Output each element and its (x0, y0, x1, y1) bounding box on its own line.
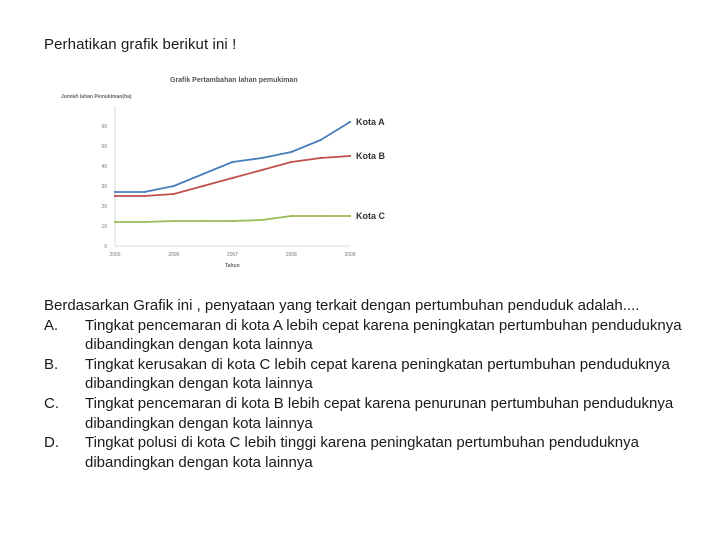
x-tick-group (109, 252, 355, 258)
data-point (349, 121, 351, 123)
y-tick-group (101, 124, 107, 250)
option-letter: A. (44, 316, 59, 334)
data-point (114, 195, 116, 197)
question-block (44, 296, 684, 472)
x-tick-label: 2009 (344, 252, 356, 258)
data-point (290, 151, 292, 153)
data-point (202, 173, 204, 175)
data-point (173, 185, 175, 187)
data-point (202, 185, 204, 187)
option-text: Tingkat pencemaran di kota B lebih cepat karena penurunan pertumbuhan penduduknya dibandingkan dengan kota lainnya (85, 394, 674, 432)
series-label: Kota A (356, 117, 385, 127)
data-point (349, 215, 351, 217)
intro-text: Perhatikan grafik berikut ini ! (44, 36, 237, 53)
option-a[interactable] (44, 316, 684, 355)
data-point (320, 139, 322, 141)
option-d[interactable] (44, 433, 684, 472)
data-point (261, 157, 263, 159)
y-tick-label: 0 (104, 243, 107, 250)
data-point (261, 219, 263, 221)
x-tick-label: 2005 (109, 252, 121, 258)
x-tick-label: 2007 (226, 252, 239, 258)
data-point (114, 221, 116, 223)
series-label: Kota C (356, 211, 385, 221)
y-tick-label: 50 (101, 143, 107, 150)
data-point (114, 191, 116, 193)
series-label-group (356, 117, 385, 221)
y-tick-label: 60 (101, 123, 107, 130)
data-point (143, 191, 145, 193)
data-point (143, 221, 145, 223)
data-point (320, 215, 322, 217)
option-letter: C. (44, 394, 59, 412)
option-text: Tingkat kerusakan di kota C lebih cepat karena peningkatan pertumbuhan penduduknya dibandingkan dengan kota lainnya (85, 355, 670, 393)
data-point (290, 215, 292, 217)
series-label: Kota B (356, 151, 385, 161)
series-line-kota-a (115, 122, 350, 192)
x-tick-label: 2006 (168, 252, 180, 258)
chart-svg (55, 68, 385, 273)
question-stem: Berdasarkan Grafik ini , penyataan yang terkait dengan pertumbuhan penduduk adalah.... (44, 297, 640, 314)
y-tick-label: 40 (101, 163, 107, 170)
y-tick-label: 20 (101, 203, 107, 210)
series-group (114, 121, 351, 223)
option-c[interactable] (44, 394, 684, 433)
option-text: Tingkat polusi di kota C lebih tinggi karena peningkatan pertumbuhan penduduknya dibandingkan dengan kota lainnya (85, 434, 639, 471)
data-point (231, 177, 233, 179)
line-chart (55, 68, 385, 273)
data-point (320, 157, 322, 159)
y-tick-label: 10 (101, 223, 107, 230)
data-point (143, 195, 145, 197)
data-point (231, 161, 233, 163)
y-axis-label: Jumlah lahan Pemukiman(ha) (61, 94, 132, 100)
data-point (202, 220, 204, 222)
x-axis-label: Tahun (225, 263, 240, 269)
y-tick-label: 30 (101, 183, 107, 190)
data-point (290, 161, 292, 163)
data-point (261, 169, 263, 171)
data-point (231, 220, 233, 222)
option-letter: B. (44, 355, 59, 373)
option-b[interactable] (44, 355, 684, 394)
data-point (173, 220, 175, 222)
chart-title: Grafik Pertambahan lahan pemukiman (170, 77, 298, 84)
data-point (173, 193, 175, 195)
option-text: Tingkat pencemaran di kota A lebih cepat karena peningkatan pertumbuhan penduduknya dibandingkan dengan kota lainnya (85, 316, 682, 354)
data-point (349, 155, 351, 157)
x-tick-label: 2008 (285, 252, 297, 258)
option-letter: D. (44, 434, 59, 452)
